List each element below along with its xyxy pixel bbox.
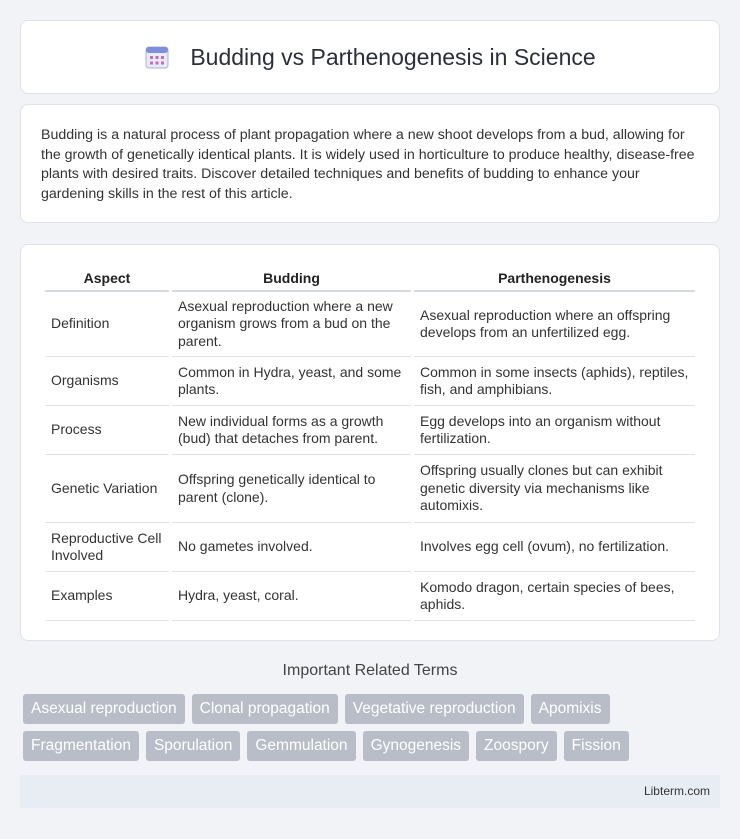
table-cell-aspect: Process — [45, 406, 169, 455]
table-cell-aspect: Organisms — [45, 357, 169, 406]
table-cell-parthenogenesis: Egg develops into an organism without fertilization. — [414, 406, 695, 455]
table-cell-parthenogenesis: Asexual reproduction where an offspring develops from an unfertilized egg. — [414, 292, 695, 357]
comparison-card — [20, 244, 720, 641]
table-row — [45, 406, 695, 455]
table-row — [45, 292, 695, 357]
page-title: Budding vs Parthenogenesis in Science — [190, 43, 596, 70]
table-cell-parthenogenesis: Komodo dragon, certain species of bees, aphids. — [414, 572, 695, 621]
table-cell-parthenogenesis: Common in some insects (aphids), reptiles, fish, and amphibians. — [414, 357, 695, 406]
table-header-row — [45, 265, 695, 292]
column-header-budding: Budding — [172, 265, 411, 292]
related-terms-heading: Important Related Terms — [282, 662, 458, 679]
table-cell-budding: Offspring genetically identical to parent (clone). — [172, 455, 411, 523]
table-cell-budding: Common in Hydra, yeast, and some plants. — [172, 357, 411, 406]
table-cell-aspect: Genetic Variation — [45, 455, 169, 523]
intro-text: Budding is a natural process of plant propagation where a new shoot develops from a bud, allowing for the growth of genetically identical plants. It is widely used in horticulture to produce healthy, disease-free plants with desired traits. Discover detailed techniques and benefits of budding to enhance your gardening skills in the rest of this article. — [41, 127, 695, 202]
intro-card — [20, 104, 720, 223]
table-cell-aspect: Reproductive Cell Involved — [45, 523, 169, 572]
tag-gemmulation[interactable]: Gemmulation — [247, 731, 355, 761]
table-cell-parthenogenesis: Offspring usually clones but can exhibit genetic diversity via mechanisms like automixis. — [414, 455, 695, 523]
table-cell-aspect: Definition — [45, 292, 169, 357]
table-cell-budding: New individual forms as a growth (bud) that detaches from parent. — [172, 406, 411, 455]
related-terms-list — [23, 694, 723, 761]
tag-gynogenesis[interactable]: Gynogenesis — [363, 731, 469, 761]
table-row — [45, 572, 695, 621]
tag-fragmentation[interactable]: Fragmentation — [23, 731, 139, 761]
tag-apomixis[interactable]: Apomixis — [531, 694, 610, 724]
comparison-table — [42, 265, 698, 621]
tag-zoospory[interactable]: Zoospory — [476, 731, 557, 761]
tag-sporulation[interactable]: Sporulation — [146, 731, 240, 761]
column-header-parthenogenesis: Parthenogenesis — [414, 265, 695, 292]
column-header-aspect: Aspect — [45, 265, 169, 292]
tag-vegetative-reproduction[interactable]: Vegetative reproduction — [345, 694, 524, 724]
calendar-icon — [144, 44, 170, 70]
table-cell-budding: Asexual reproduction where a new organism grows from a bud on the parent. — [172, 292, 411, 357]
table-cell-budding: Hydra, yeast, coral. — [172, 572, 411, 621]
header-card — [20, 20, 720, 94]
tag-clonal-propagation[interactable]: Clonal propagation — [192, 694, 338, 724]
tag-asexual-reproduction[interactable]: Asexual reproduction — [23, 694, 185, 724]
footer — [20, 775, 720, 808]
table-row — [45, 455, 695, 523]
table-cell-budding: No gametes involved. — [172, 523, 411, 572]
table-row — [45, 523, 695, 572]
table-row — [45, 357, 695, 406]
tag-fission[interactable]: Fission — [564, 731, 629, 761]
table-cell-parthenogenesis: Involves egg cell (ovum), no fertilization. — [414, 523, 695, 572]
footer-site-link[interactable]: Libterm.com — [643, 784, 710, 798]
table-cell-aspect: Examples — [45, 572, 169, 621]
